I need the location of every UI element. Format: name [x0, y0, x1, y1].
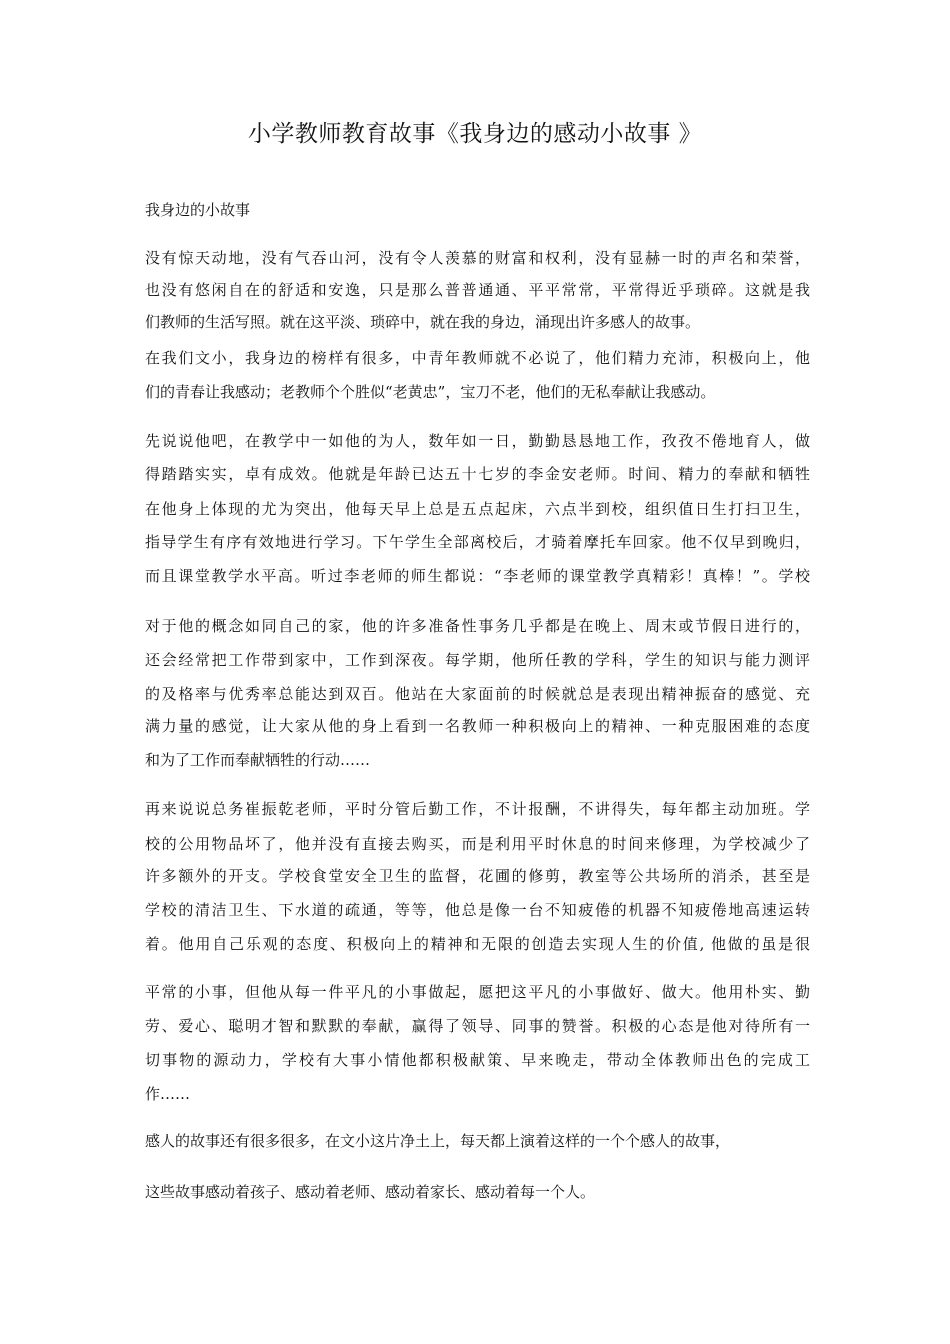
text-line: 感人的故事还有很多很多，在文小这片净土上，每天都上演着这样的一个个感人的故事， — [145, 1132, 731, 1150]
document-title: 小学教师教育故事《我身边的感动小故事 》 — [247, 121, 703, 147]
text-line: 还会经常把工作带到家中，工作到深夜。每学期，他所任教的学科，学生的知识与能力测评 — [145, 651, 810, 669]
text-line: 劳、爱心、聪明才智和默默的奉献，赢得了领导、同事的赞誉。积极的心态是他对待所有一 — [145, 1017, 810, 1035]
text-line: 得踏踏实实，卓有成效。他就是年龄已达五十七岁的李金安老师。时间、精力的奉献和牺牲 — [145, 465, 810, 483]
text-line: 许多额外的开支。学校食堂安全卫生的监督，花圃的修剪，教室等公共场所的消杀，甚至是 — [145, 867, 810, 885]
text-line: 校的公用物品坏了，他并没有直接去购买，而是利用平时休息的时间来修理，为学校减少了 — [145, 835, 810, 853]
text-line: 在我们文小，我身边的榜样有很多，中青年教师就不必说了，他们精力充沛，积极向上，他 — [145, 349, 810, 367]
text-line: 这些故事感动着孩子、感动着老师、感动着家长、感动着每一个人。 — [145, 1183, 596, 1201]
text-line: 切事物的源动力，学校有大事小情他都积极献策、早来晚走，带动全体教师出色的完成工 — [145, 1051, 810, 1069]
text-line: 没有惊天动地，没有气吞山河，没有令人羡慕的财富和权利，没有显赫一时的声名和荣誉， — [145, 249, 810, 267]
text-line: 们教师的生活写照。就在这平淡、琐碎中，就在我的身边，涌现出许多感人的故事。 — [145, 313, 701, 331]
text-line: 的及格率与优秀率总能达到双百。他站在大家面前的时候就总是表现出精神振奋的感觉、充 — [145, 685, 810, 703]
text-line: 满力量的感觉，让大家从他的身上看到一名教师一种积极向上的精神、一种克服困难的态度 — [145, 717, 810, 735]
text-line: 作…… — [145, 1085, 191, 1103]
section-subtitle: 我身边的小故事 — [145, 201, 251, 219]
text-line: 着。他用自己乐观的态度、积极向上的精神和无限的创造去实现人生的价值, 他做的虽是很 — [145, 935, 810, 953]
text-line: 平常的小事，但他从每一件平凡的小事做起，愿把这平凡的小事做好、做大。他用朴实、勤 — [145, 983, 810, 1001]
text-line: 对于他的概念如同自己的家，他的许多准备性事务几乎都是在晚上、周末或节假日进行的， — [145, 617, 810, 635]
text-line: 在他身上体现的尤为突出，他每天早上总是五点起床，六点半到校，组织值日生打扫卫生， — [145, 500, 810, 518]
text-line: 再来说说总务崔振乾老师，平时分管后勤工作，不计报酬，不讲得失，每年都主动加班。学 — [145, 800, 810, 818]
text-line: 们的青春让我感动；老教师个个胜似“老黄忠”，宝刀不老，他们的无私奉献让我感动。 — [145, 383, 716, 401]
text-line: 先说说他吧，在教学中一如他的为人，数年如一日，勤勤恳恳地工作，孜孜不倦地育人，做 — [145, 432, 810, 450]
text-line: 学校的清洁卫生、下水道的疏通，等等，他总是像一台不知疲倦的机器不知疲倦地高速运转 — [145, 901, 810, 919]
text-line: 和为了工作而奉献牺牲的行动…… — [145, 751, 371, 769]
text-line: 而且课堂教学水平高。听过李老师的师生都说：“李老师的课堂教学真精彩！真棒！”。学校 — [145, 567, 810, 585]
text-line: 指导学生有序有效地进行学习。下午学生全部离校后，才骑着摩托车回家。他不仅早到晚归， — [145, 533, 810, 551]
text-line: 也没有悠闲自在的舒适和安逸，只是那么普普通通、平平常常，平常得近乎琐碎。这就是我 — [145, 281, 810, 299]
